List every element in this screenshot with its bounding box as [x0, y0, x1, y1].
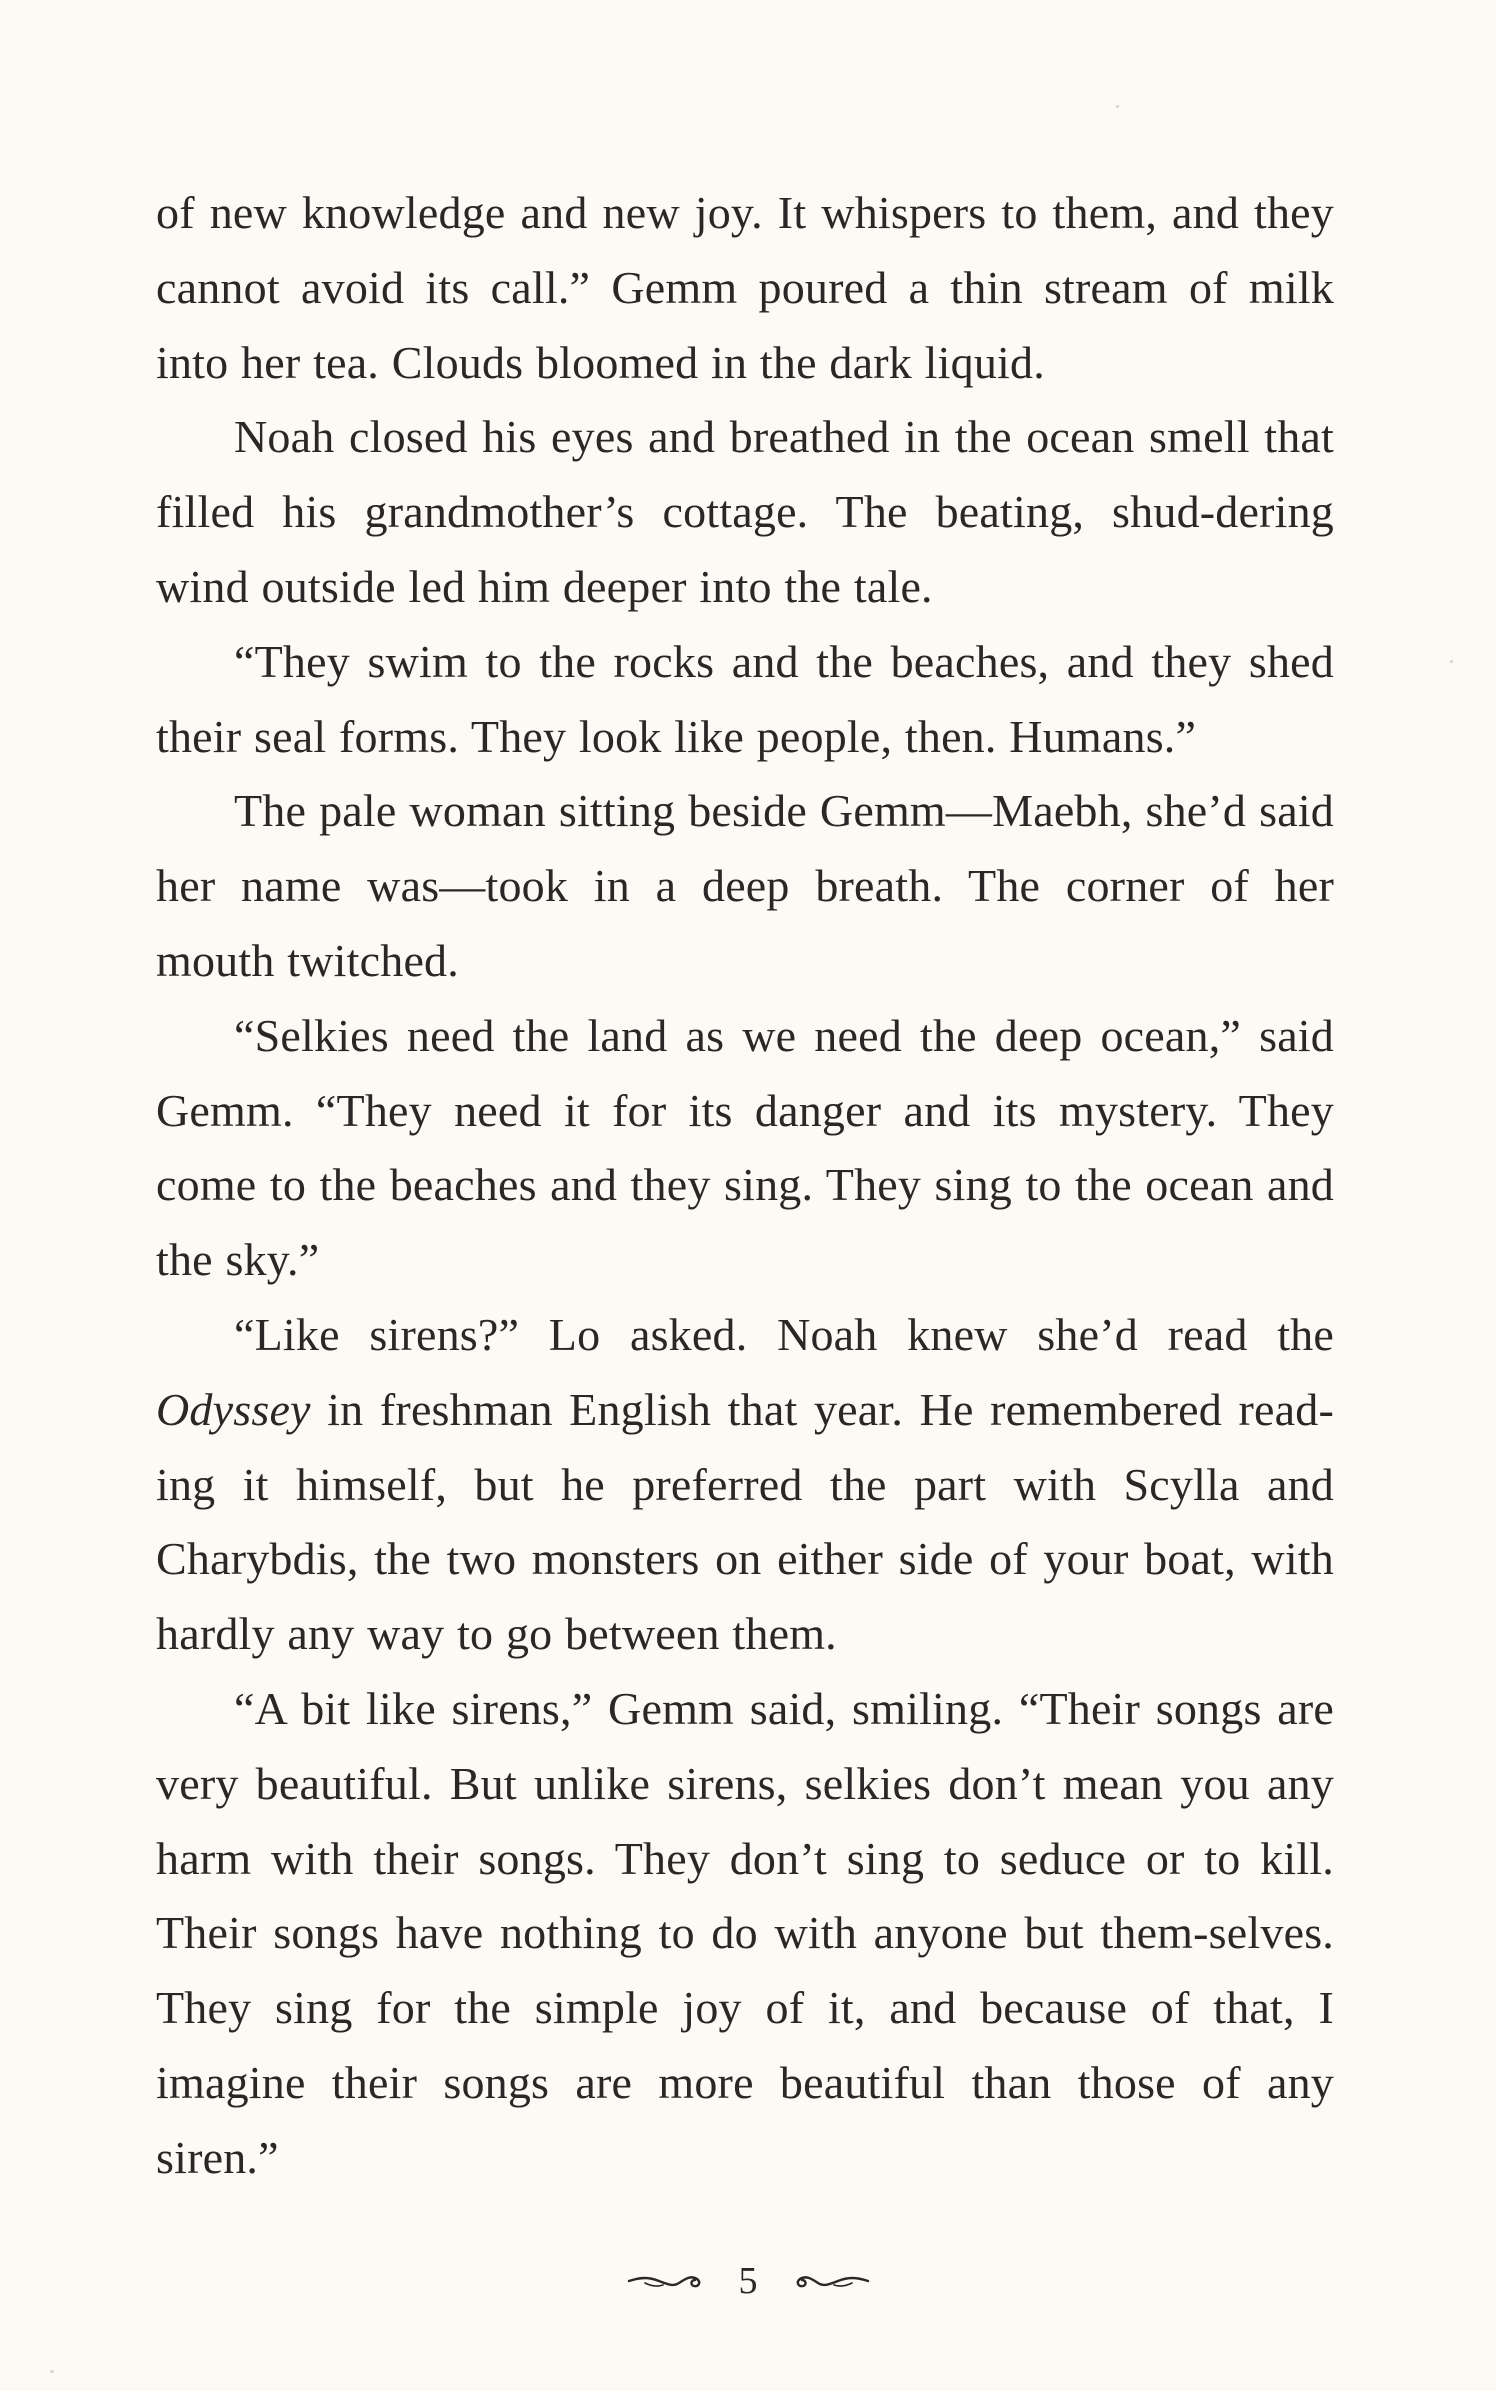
paper-speck: [50, 2370, 54, 2373]
paragraph-3: [156, 625, 1334, 775]
right-flourish-icon: [784, 2267, 870, 2295]
paragraph-2: [156, 400, 1334, 624]
paragraph-6: [156, 1298, 1334, 1672]
paragraph-6-text-b: in freshman English that year. He remembered read-ing it himself, but he preferred the part with Scylla and Charybdis, the two monsters on either side of your boat, with hardly any way to go between them.: [156, 1383, 1334, 1660]
paper-speck: [1116, 105, 1119, 108]
page-folio: [0, 2262, 1496, 2300]
page-number: 5: [738, 2260, 758, 2302]
paragraph-1-text: of new knowledge and new joy. It whispers to them, and they cannot avoid its call.” Gemm poured a thin stream of milk into her tea. Clouds bloomed in the dark liquid.: [156, 187, 1334, 388]
paragraph-7: [156, 1672, 1334, 2196]
paragraph-1: [156, 176, 1334, 400]
paragraph-6-text-a: “Like sirens?” Lo asked. Noah knew she’d read the: [234, 1308, 1334, 1360]
paragraph-2-text: Noah closed his eyes and breathed in the ocean smell that filled his grandmother’s cottage. The beating, shud-dering wind outside led him deeper into the tale.: [156, 411, 1334, 612]
paragraph-5-text: “Selkies need the land as we need the deep ocean,” said Gemm. “They need it for its danger and its mystery. They come to the beaches and they sing. They sing to the ocean and the sky.”: [156, 1009, 1334, 1286]
paragraph-7-text: “A bit like sirens,” Gemm said, smiling. “Their songs are very beautiful. But unlike sirens, selkies don’t mean you any harm with their songs. They don’t sing to seduce or to kill. Their songs have nothing to do with anyone but them-selves. They sing for the simple joy of it, and because of that, I imagine their songs are more beautiful than those of any siren.”: [156, 1682, 1334, 2183]
paragraph-3-text: “They swim to the rocks and the beaches, and they shed their seal forms. They look like people, then. Humans.”: [156, 635, 1334, 762]
paragraph-5: [156, 999, 1334, 1298]
book-title-odyssey: Odyssey: [156, 1383, 311, 1435]
paragraph-4: [156, 774, 1334, 998]
paper-speck: [1450, 660, 1453, 663]
left-flourish-icon: [627, 2267, 713, 2295]
paragraph-4-text: The pale woman sitting beside Gemm—Maebh, she’d said her name was—took in a deep breath. The corner of her mouth twitched.: [156, 785, 1334, 986]
body-text: [156, 176, 1334, 2196]
